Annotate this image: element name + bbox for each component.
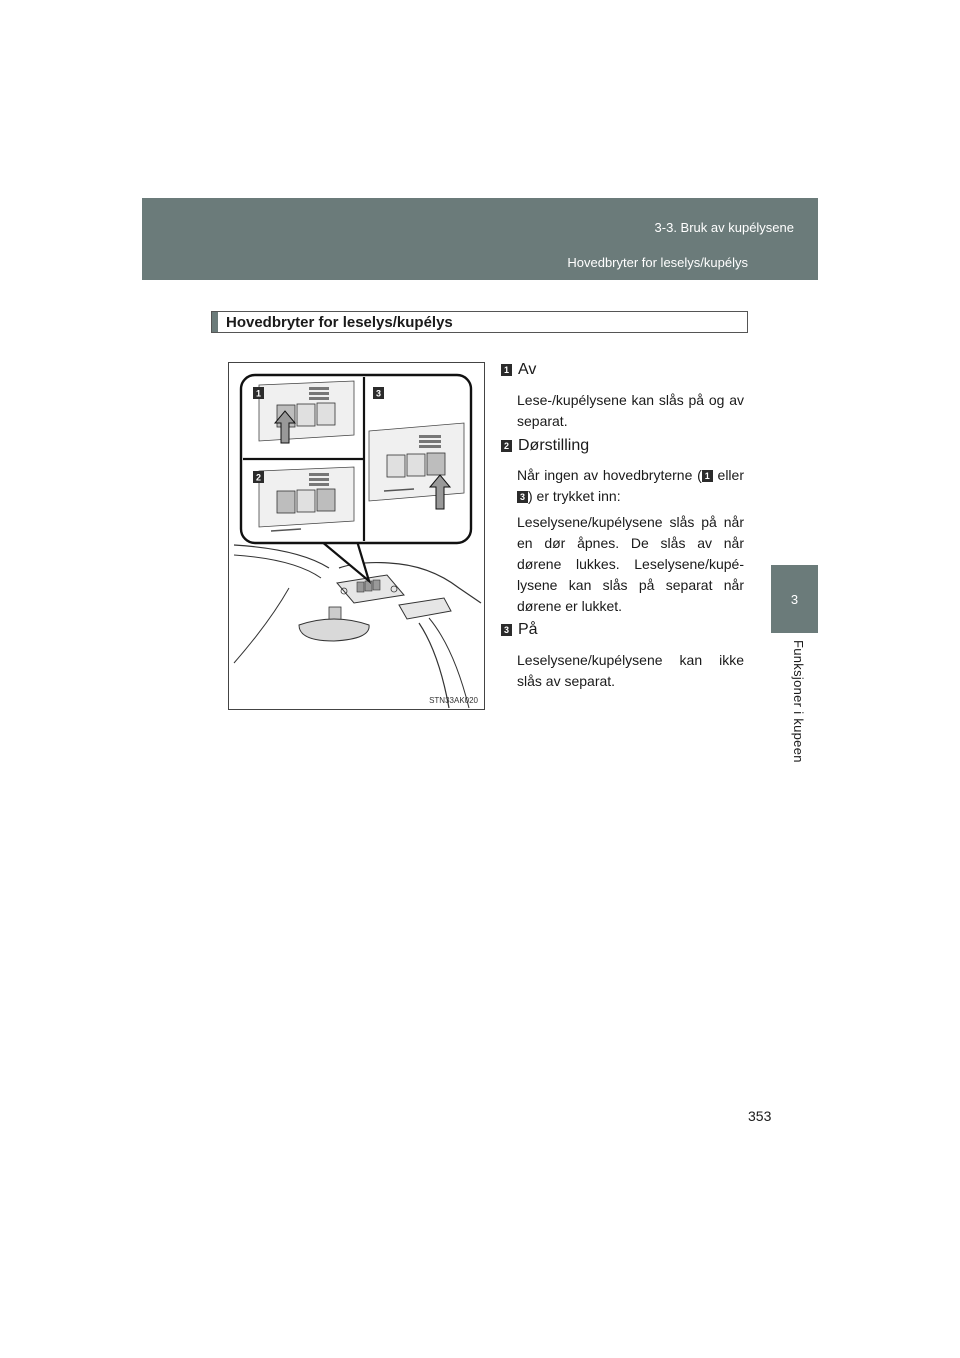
console-switch [357, 582, 364, 592]
item-2-condition-end: ) er trykket inn: [528, 488, 621, 504]
section-heading-bar [212, 312, 218, 332]
item-3-title: På [518, 621, 538, 638]
item-1-title: Av [518, 361, 537, 378]
header-subtitle: Hovedbryter for leselys/kupélys [567, 255, 748, 270]
callout-number-1: 1 [255, 388, 262, 399]
callout-pointer [321, 541, 369, 581]
figure-code: STN33AK020 [429, 696, 478, 705]
rearview-mirror [299, 619, 369, 641]
panel-1-switch-center [297, 404, 315, 426]
panel-2-switch-right [317, 489, 335, 511]
callout-number-3: 3 [375, 388, 382, 399]
panel-3-switch-left [387, 455, 405, 477]
chapter-tab-number: 3 [790, 591, 799, 607]
item-2-ref-1: 1 [702, 470, 713, 482]
page-header [142, 198, 818, 280]
item-1-text: Lese-/kupélysene kan slås på og av separat. [517, 392, 744, 429]
switch-illustration-drawing [229, 363, 484, 709]
item-2-text: Leselysene/kupélysene slås på når en dør åpnes. De slås av når dørene lukkes. Leselysene/kupé-lysene kan slås på separat når dørene er lukket. [517, 514, 744, 614]
item-1-heading [501, 361, 536, 379]
chapter-tab[interactable] [771, 565, 818, 633]
item-2-condition-start: Når ingen av hovedbryterne ( [517, 467, 702, 483]
switch-illustration [228, 362, 485, 710]
item-2-heading [501, 437, 589, 455]
item-2-condition [517, 465, 744, 507]
panel-2-switch-left [277, 491, 295, 513]
item-3-number: 3 [501, 624, 512, 636]
panel-1-grille [309, 397, 329, 400]
panel-1-grille [309, 387, 329, 390]
panel-1-grille [309, 392, 329, 395]
item-2-title: Dørstilling [518, 437, 590, 454]
console-switch [373, 580, 380, 590]
console-switch [365, 581, 372, 591]
windshield-edge [234, 588, 289, 663]
item-1-number: 1 [501, 364, 512, 376]
item-3-text: Leselysene/kupélysene kan ikke slås av separat. [517, 652, 744, 689]
item-3-heading [501, 621, 538, 639]
chapter-tab-label: Funksjoner i kupeen [791, 640, 806, 763]
item-2-ref-3: 3 [517, 491, 528, 503]
panel-2-grille [309, 473, 329, 476]
callout-number-2: 2 [255, 472, 262, 483]
item-2-number: 2 [501, 440, 512, 452]
panel-3-grille [419, 435, 441, 438]
panel-2-grille [309, 483, 329, 486]
section-heading-text: Hovedbryter for leselys/kupélys [226, 313, 453, 331]
chapter-title: 3-3. Bruk av kupélysene [654, 220, 794, 235]
item-2-condition-middle: eller [712, 467, 744, 483]
vanity-mirror [399, 598, 451, 619]
panel-3-switch-center [407, 454, 425, 476]
panel-2-switch-center [297, 490, 315, 512]
page-number: 353 [748, 1108, 772, 1124]
panel-1-switch-right [317, 403, 335, 425]
panel-2-grille [309, 478, 329, 481]
panel-3-grille [419, 440, 441, 443]
section-heading [211, 311, 748, 333]
panel-3-switch-right [427, 453, 445, 475]
panel-3-grille [419, 445, 441, 448]
pillar-line [429, 618, 469, 708]
